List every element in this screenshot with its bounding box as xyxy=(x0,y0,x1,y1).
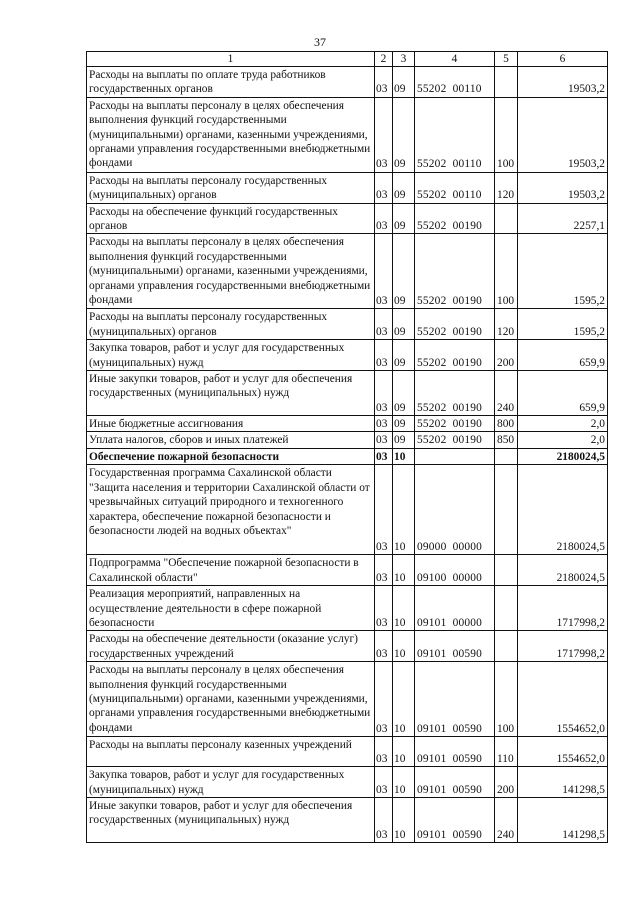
row-subsection: 09 xyxy=(393,371,415,416)
row-subsection: 10 xyxy=(393,631,415,662)
row-name: Расходы на выплаты персоналу в целях обеспечения выполнения функций государственными (муниципальными) органами, казенными учреждениями, органами управления государственными внебюджетными фондами xyxy=(87,97,375,172)
row-code: 55202 00110 xyxy=(415,97,495,172)
table-row xyxy=(87,234,608,309)
row-code: 09100 00000 xyxy=(415,555,495,586)
row-subsection: 09 xyxy=(393,432,415,448)
column-header-section: 2 xyxy=(375,52,393,67)
row-subsection: 09 xyxy=(393,203,415,234)
row-amount: 1717998,2 xyxy=(518,586,608,631)
column-header-type: 5 xyxy=(495,52,518,67)
row-type: 110 xyxy=(495,737,518,767)
row-type: 200 xyxy=(495,767,518,798)
row-type xyxy=(495,448,518,464)
table-row xyxy=(87,416,608,432)
row-section: 03 xyxy=(375,448,393,464)
row-name: Расходы на выплаты персоналу государственных (муниципальных) органов xyxy=(87,172,375,203)
row-section: 03 xyxy=(375,67,393,98)
row-code: 09000 00000 xyxy=(415,465,495,555)
row-type: 200 xyxy=(495,340,518,371)
row-amount: 2180024,5 xyxy=(518,465,608,555)
table-row xyxy=(87,97,608,172)
table-row xyxy=(87,340,608,371)
row-amount: 2,0 xyxy=(518,416,608,432)
row-name: Закупка товаров, работ и услуг для государственных (муниципальных) нужд xyxy=(87,340,375,371)
row-subsection: 10 xyxy=(393,448,415,464)
row-code: 09101 00590 xyxy=(415,797,495,842)
row-amount: 19503,2 xyxy=(518,97,608,172)
row-name: Расходы на выплаты персоналу в целях обеспечения выполнения функций государственными (муниципальными) органами, казенными учреждениями, органами управления государственными внебюджетными фондами xyxy=(87,234,375,309)
row-section: 03 xyxy=(375,767,393,798)
row-section: 03 xyxy=(375,465,393,555)
table-row xyxy=(87,203,608,234)
table-row xyxy=(87,371,608,416)
row-code: 09101 00590 xyxy=(415,737,495,767)
row-subsection: 09 xyxy=(393,340,415,371)
row-subsection: 09 xyxy=(393,234,415,309)
row-subsection: 10 xyxy=(393,767,415,798)
table-row xyxy=(87,67,608,98)
row-amount: 141298,5 xyxy=(518,767,608,798)
row-name: Расходы на выплаты по оплате труда работников государственных органов xyxy=(87,67,375,98)
row-name: Закупка товаров, работ и услуг для государственных (муниципальных) нужд xyxy=(87,767,375,798)
row-section: 03 xyxy=(375,309,393,340)
row-subsection: 10 xyxy=(393,586,415,631)
row-section: 03 xyxy=(375,203,393,234)
row-type: 240 xyxy=(495,797,518,842)
row-section: 03 xyxy=(375,586,393,631)
row-name: Расходы на обеспечение деятельности (оказание услуг) государственных учреждений xyxy=(87,631,375,662)
row-name: Иные закупки товаров, работ и услуг для обеспечения государственных (муниципальных) нужд xyxy=(87,371,375,416)
row-name: Иные закупки товаров, работ и услуг для обеспечения государственных (муниципальных) нужд xyxy=(87,797,375,842)
row-name: Реализация мероприятий, направленных на осуществление деятельности в сфере пожарной безопасности xyxy=(87,586,375,631)
row-code: 55202 00190 xyxy=(415,234,495,309)
row-subsection: 09 xyxy=(393,172,415,203)
table-row xyxy=(87,662,608,737)
budget-table xyxy=(86,51,608,843)
row-amount: 19503,2 xyxy=(518,67,608,98)
row-type: 120 xyxy=(495,309,518,340)
row-type xyxy=(495,465,518,555)
row-section: 03 xyxy=(375,97,393,172)
row-amount: 1554652,0 xyxy=(518,737,608,767)
row-amount: 1717998,2 xyxy=(518,631,608,662)
row-name: Расходы на обеспечение функций государственных органов xyxy=(87,203,375,234)
row-type: 100 xyxy=(495,234,518,309)
row-name: Иные бюджетные ассигнования xyxy=(87,416,375,432)
row-type: 850 xyxy=(495,432,518,448)
row-code: 09101 00000 xyxy=(415,586,495,631)
page-number: 37 xyxy=(314,35,326,49)
row-section: 03 xyxy=(375,797,393,842)
row-subsection: 10 xyxy=(393,555,415,586)
row-name: Расходы на выплаты персоналу казенных учреждений xyxy=(87,737,375,767)
row-amount: 1595,2 xyxy=(518,309,608,340)
row-name: Уплата налогов, сборов и иных платежей xyxy=(87,432,375,448)
row-type xyxy=(495,586,518,631)
row-amount: 19503,2 xyxy=(518,172,608,203)
row-subsection: 09 xyxy=(393,67,415,98)
row-name: Подпрограмма "Обеспечение пожарной безопасности в Сахалинской области" xyxy=(87,555,375,586)
row-amount: 2,0 xyxy=(518,432,608,448)
row-type: 240 xyxy=(495,371,518,416)
row-section: 03 xyxy=(375,737,393,767)
row-code: 09101 00590 xyxy=(415,767,495,798)
table-row xyxy=(87,586,608,631)
row-amount: 141298,5 xyxy=(518,797,608,842)
row-code: 09101 00590 xyxy=(415,631,495,662)
column-header-code: 4 xyxy=(415,52,495,67)
row-section: 03 xyxy=(375,662,393,737)
row-type: 100 xyxy=(495,662,518,737)
row-type xyxy=(495,555,518,586)
row-name: Расходы на выплаты персоналу в целях обеспечения выполнения функций государственными (муниципальными) органами, казенными учреждениями, органами управления государственными внебюджетными фондами xyxy=(87,662,375,737)
row-section: 03 xyxy=(375,234,393,309)
row-section: 03 xyxy=(375,371,393,416)
row-code: 55202 00190 xyxy=(415,340,495,371)
row-type: 100 xyxy=(495,97,518,172)
row-name: Государственная программа Сахалинской области "Защита населения и территории Сахалинской области от чрезвычайных ситуаций природного и техногенного характера, обеспечение пожарной безопасности и безопасности людей на водных объектах" xyxy=(87,465,375,555)
table-row xyxy=(87,432,608,448)
row-subsection: 09 xyxy=(393,309,415,340)
table-row xyxy=(87,555,608,586)
row-subsection: 10 xyxy=(393,737,415,767)
row-section: 03 xyxy=(375,340,393,371)
row-type xyxy=(495,203,518,234)
table-row xyxy=(87,172,608,203)
row-amount: 659,9 xyxy=(518,371,608,416)
row-amount: 1554652,0 xyxy=(518,662,608,737)
row-subsection: 10 xyxy=(393,797,415,842)
row-section: 03 xyxy=(375,555,393,586)
row-code: 55202 00190 xyxy=(415,432,495,448)
row-subsection: 09 xyxy=(393,416,415,432)
row-name: Расходы на выплаты персоналу государственных (муниципальных) органов xyxy=(87,309,375,340)
column-header-subsection: 3 xyxy=(393,52,415,67)
table-row xyxy=(87,465,608,555)
row-type: 800 xyxy=(495,416,518,432)
row-type xyxy=(495,67,518,98)
table-row xyxy=(87,448,608,464)
table-row xyxy=(87,767,608,798)
row-subsection: 10 xyxy=(393,662,415,737)
column-header-amount: 6 xyxy=(518,52,608,67)
header-row xyxy=(87,52,608,67)
row-code: 09101 00590 xyxy=(415,662,495,737)
table-row xyxy=(87,631,608,662)
table-row xyxy=(87,737,608,767)
row-code: 55202 00110 xyxy=(415,172,495,203)
row-code: 55202 00190 xyxy=(415,309,495,340)
row-section: 03 xyxy=(375,631,393,662)
table-row xyxy=(87,797,608,842)
row-code xyxy=(415,448,495,464)
row-type: 120 xyxy=(495,172,518,203)
column-header-name: 1 xyxy=(87,52,375,67)
row-section: 03 xyxy=(375,416,393,432)
table-row xyxy=(87,309,608,340)
row-section: 03 xyxy=(375,172,393,203)
row-amount: 1595,2 xyxy=(518,234,608,309)
row-section: 03 xyxy=(375,432,393,448)
row-code: 55202 00190 xyxy=(415,416,495,432)
row-amount: 659,9 xyxy=(518,340,608,371)
row-amount: 2257,1 xyxy=(518,203,608,234)
row-type xyxy=(495,631,518,662)
row-code: 55202 00190 xyxy=(415,203,495,234)
row-code: 55202 00190 xyxy=(415,371,495,416)
row-amount: 2180024,5 xyxy=(518,555,608,586)
row-name: Обеспечение пожарной безопасности xyxy=(87,448,375,464)
row-subsection: 10 xyxy=(393,465,415,555)
row-amount: 2180024,5 xyxy=(518,448,608,464)
row-subsection: 09 xyxy=(393,97,415,172)
row-code: 55202 00110 xyxy=(415,67,495,98)
